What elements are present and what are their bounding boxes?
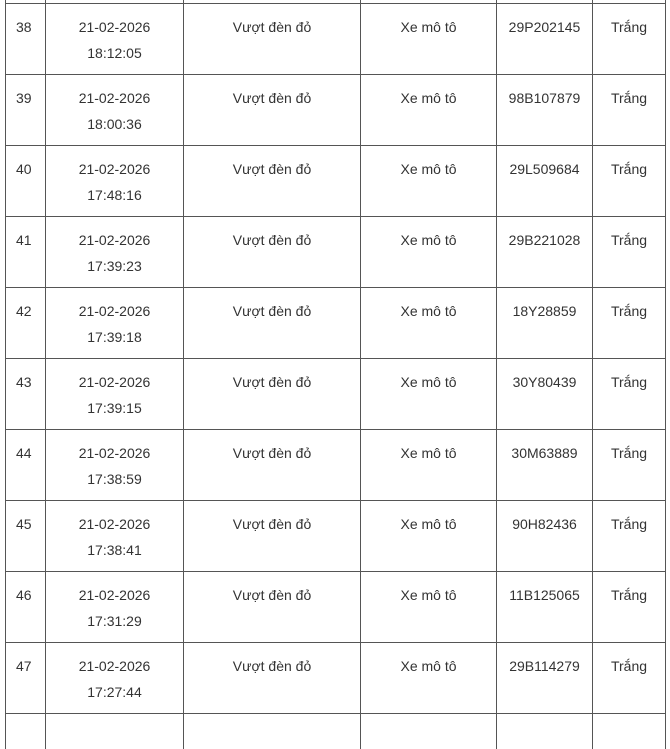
- datetime-cell: [46, 4, 184, 75]
- date-text: 21-02-2026: [78, 658, 151, 674]
- time-text: 18:00:36: [87, 116, 142, 132]
- date-text: 21-02-2026: [78, 303, 151, 319]
- color-cell: Trắng: [593, 572, 666, 643]
- violation-cell: Vượt đèn đỏ: [184, 288, 361, 359]
- table-body: [6, 0, 666, 749]
- vehicle-cell: [361, 714, 497, 749]
- table-row: [6, 714, 666, 749]
- plate-cell: 30M63889: [497, 430, 593, 501]
- violations-table: [5, 0, 666, 749]
- date-text: 21-02-2026: [78, 516, 151, 532]
- datetime-cell: [46, 572, 184, 643]
- vehicle-cell: Xe mô tô: [361, 501, 497, 572]
- datetime-cell: [46, 501, 184, 572]
- violation-cell: Vượt đèn đỏ: [184, 146, 361, 217]
- date-text: 21-02-2026: [78, 445, 151, 461]
- time-text: 17:38:59: [87, 471, 142, 487]
- time-text: 17:27:44: [87, 684, 142, 700]
- plate-cell: 30Y80439: [497, 359, 593, 430]
- violation-cell: Vượt đèn đỏ: [184, 643, 361, 714]
- date-text: 21-02-2026: [78, 587, 151, 603]
- date-text: 21-02-2026: [78, 374, 151, 390]
- row-index-cell: 43: [6, 359, 46, 430]
- vehicle-cell: Xe mô tô: [361, 4, 497, 75]
- violation-cell: Vượt đèn đỏ: [184, 359, 361, 430]
- plate-cell: 29P202145: [497, 4, 593, 75]
- row-index-cell: 45: [6, 501, 46, 572]
- color-cell: Trắng: [593, 217, 666, 288]
- date-text: 21-02-2026: [78, 161, 151, 177]
- table-row: [6, 359, 666, 430]
- row-index-cell: 39: [6, 75, 46, 146]
- vehicle-cell: Xe mô tô: [361, 75, 497, 146]
- time-text: 18:12:05: [87, 45, 142, 61]
- datetime-cell: [46, 714, 184, 749]
- violation-cell: Vượt đèn đỏ: [184, 4, 361, 75]
- row-index-cell: 41: [6, 217, 46, 288]
- plate-cell: 98B107879: [497, 75, 593, 146]
- row-index-cell: 44: [6, 430, 46, 501]
- datetime-cell: [46, 430, 184, 501]
- vehicle-cell: Xe mô tô: [361, 643, 497, 714]
- table-row: [6, 501, 666, 572]
- color-cell: Trắng: [593, 643, 666, 714]
- violation-cell: Vượt đèn đỏ: [184, 572, 361, 643]
- time-text: 17:39:23: [87, 258, 142, 274]
- vehicle-cell: Xe mô tô: [361, 572, 497, 643]
- date-text: 21-02-2026: [78, 232, 151, 248]
- vehicle-cell: Xe mô tô: [361, 430, 497, 501]
- plate-cell: 11B125065: [497, 572, 593, 643]
- color-cell: Trắng: [593, 430, 666, 501]
- violation-cell: Vượt đèn đỏ: [184, 501, 361, 572]
- row-index-cell: [6, 714, 46, 749]
- time-text: 17:38:41: [87, 542, 142, 558]
- table-row: [6, 643, 666, 714]
- table-row: [6, 4, 666, 75]
- row-index-cell: 47: [6, 643, 46, 714]
- row-index-cell: 38: [6, 4, 46, 75]
- color-cell: Trắng: [593, 146, 666, 217]
- plate-cell: 29B221028: [497, 217, 593, 288]
- row-index-cell: 46: [6, 572, 46, 643]
- time-text: 17:39:18: [87, 329, 142, 345]
- row-index-cell: 42: [6, 288, 46, 359]
- row-index-cell: 40: [6, 146, 46, 217]
- plate-cell: 90H82436: [497, 501, 593, 572]
- violation-cell: Vượt đèn đỏ: [184, 75, 361, 146]
- color-cell: Trắng: [593, 359, 666, 430]
- datetime-cell: [46, 75, 184, 146]
- plate-cell: 29B114279: [497, 643, 593, 714]
- color-cell: Trắng: [593, 4, 666, 75]
- violation-cell: Vượt đèn đỏ: [184, 430, 361, 501]
- date-text: 21-02-2026: [78, 90, 151, 106]
- table-row: [6, 572, 666, 643]
- color-cell: [593, 714, 666, 749]
- vehicle-cell: Xe mô tô: [361, 217, 497, 288]
- color-cell: Trắng: [593, 288, 666, 359]
- time-text: 17:31:29: [87, 613, 142, 629]
- date-text: 21-02-2026: [78, 19, 151, 35]
- datetime-cell: [46, 643, 184, 714]
- plate-cell: [497, 714, 593, 749]
- plate-cell: 18Y28859: [497, 288, 593, 359]
- table-row: [6, 430, 666, 501]
- table-row: [6, 75, 666, 146]
- table-row: [6, 146, 666, 217]
- datetime-cell: [46, 146, 184, 217]
- violation-cell: Vượt đèn đỏ: [184, 217, 361, 288]
- vehicle-cell: Xe mô tô: [361, 359, 497, 430]
- color-cell: Trắng: [593, 75, 666, 146]
- color-cell: Trắng: [593, 501, 666, 572]
- plate-cell: 29L509684: [497, 146, 593, 217]
- time-text: 17:39:15: [87, 400, 142, 416]
- datetime-cell: [46, 359, 184, 430]
- datetime-cell: [46, 217, 184, 288]
- time-text: 17:48:16: [87, 187, 142, 203]
- vehicle-cell: Xe mô tô: [361, 146, 497, 217]
- violation-cell: [184, 714, 361, 749]
- table-row: [6, 288, 666, 359]
- table-row: [6, 217, 666, 288]
- vehicle-cell: Xe mô tô: [361, 288, 497, 359]
- datetime-cell: [46, 288, 184, 359]
